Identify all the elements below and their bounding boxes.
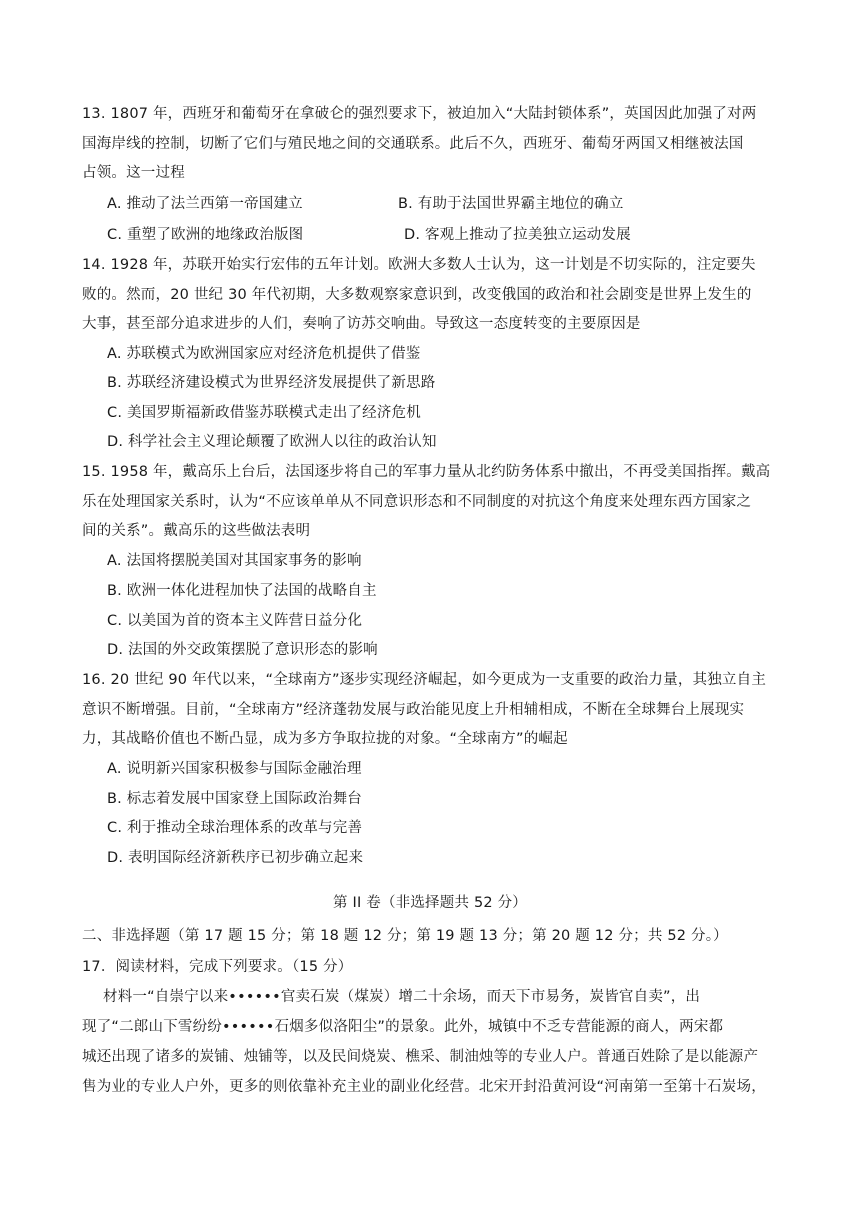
q14-line-3: 大事，甚至部分追求进步的人们，奏响了访苏交响曲。导致这一态度转变的主要原因是: [82, 316, 641, 332]
q17-material-line-4: 售为业的专业人户外，更多的则依靠补充主业的副业化经营。北宋开封沿黄河设“河南第一至第十石炭场，: [82, 1079, 766, 1095]
q14-option-d: D. 科学社会主义理论颠覆了欧洲人以往的政治认知: [107, 434, 437, 450]
q15-line-3: 间的关系”。戴高乐的这些做法表明: [82, 523, 311, 539]
q13-line-3: 占领。这一过程: [82, 165, 185, 181]
q15-option-c: C. 以美国为首的资本主义阵营日益分化: [107, 613, 363, 629]
q13-option-d: D. 客观上推动了拉美独立运动发展: [404, 227, 631, 243]
q15-option-d: D. 法国的外交政策摆脱了意识形态的影响: [107, 642, 378, 658]
q13-line-1: 13. 1807 年，西班牙和葡萄牙在拿破仑的强烈要求下，被迫加入“大陆封锁体系”，英国因此加强了对两: [82, 106, 757, 122]
q13-option-c: C. 重塑了欧洲的地缘政治版图: [107, 227, 304, 243]
q17-material-line-3: 城还出现了诸多的炭铺、烛铺等，以及民间烧炭、樵采、制油烛等的专业人户。普通百姓除了是以能源产: [82, 1049, 759, 1065]
q15-line-2: 乐在处理国家关系时，认为“不应该单单从不同意识形态和不同制度的对抗这个角度来处理东西方国家之: [82, 494, 752, 510]
q13-line-2: 国海岸线的控制，切断了它们与殖民地之间的交通联系。此后不久，西班牙、葡萄牙两国又相继被法国: [82, 136, 744, 152]
q14-option-b: B. 苏联经济建设模式为世界经济发展提供了新思路: [107, 375, 436, 391]
section-heading: 二、非选择题（第 17 题 15 分；第 18 题 12 分；第 19 题 13 分；第 20 题 12 分；共 52 分。）: [82, 928, 728, 944]
q14-option-a: A. 苏联模式为欧洲国家应对经济危机提供了借鉴: [107, 346, 421, 362]
q16-option-a: A. 说明新兴国家积极参与国际金融治理: [107, 761, 362, 777]
q17-prompt: 17．阅读材料，完成下列要求。（15 分）: [82, 959, 353, 975]
q16-option-c: C. 利于推动全球治理体系的改革与完善: [107, 820, 363, 836]
q13-option-a: A. 推动了法兰西第一帝国建立: [107, 196, 303, 212]
q14-line-2: 败的。然而，20 世纪 30 年代初期，大多数观察家意识到，改变俄国的政治和社会剧变是世界上发生的: [82, 287, 752, 303]
q13-option-b: B. 有助于法国世界霸主地位的确立: [398, 196, 624, 212]
section-title: 第 II 卷（非选择题共 52 分）: [332, 895, 528, 911]
q14-option-c: C. 美国罗斯福新政借鉴苏联模式走出了经济危机: [107, 405, 421, 421]
q17-material-line-2: 现了“二郎山下雪纷纷••••••石烟多似洛阳尘”的景象。此外，城镇中不乏专营能源的商人，两宋都: [82, 1019, 724, 1035]
q15-option-b: B. 欧洲一体化进程加快了法国的战略自主: [107, 583, 377, 599]
q16-line-1: 16. 20 世纪 90 年代以来，“全球南方”逐步实现经济崛起，如今更成为一支重要的政治力量，其独立自主: [82, 672, 767, 688]
q17-material-line-1: 材料一“自崇宁以来••••••官卖石炭（煤炭）增二十余场，而天下市易务，炭皆官自卖”，出: [103, 989, 701, 1005]
q16-option-b: B. 标志着发展中国家登上国际政治舞台: [107, 791, 362, 807]
q16-option-d: D. 表明国际经济新秩序已初步确立起来: [107, 850, 364, 866]
q15-line-1: 15. 1958 年，戴高乐上台后，法国逐步将自己的军事力量从北约防务体系中撤出，不再受美国指挥。戴高: [82, 464, 771, 480]
q14-line-1: 14. 1928 年，苏联开始实行宏伟的五年计划。欧洲大多数人士认为，这一计划是不切实际的，注定要失: [82, 257, 756, 273]
q15-option-a: A. 法国将摆脱美国对其国家事务的影响: [107, 553, 362, 569]
q16-line-3: 力，其战略价值也不断凸显，成为多方争取拉拢的对象。“全球南方”的崛起: [82, 731, 568, 747]
q16-line-2: 意识不断增强。目前，“全球南方”经济蓬勃发展与政治能见度上升相辅相成，不断在全球舞台上展现实: [82, 702, 745, 718]
